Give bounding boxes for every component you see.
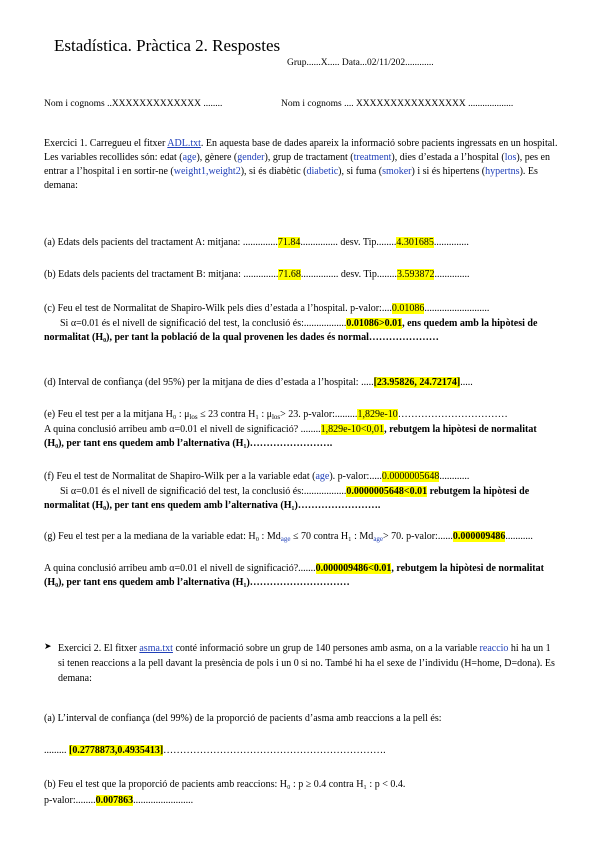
question-d: (d) Interval de confiança (del 95%) per la mitjana de dies d’estada a l’hospital: .....[23.95826, 24.72174]..... <box>44 377 473 388</box>
answer-conclusion-g: 0.000009486<0.01 <box>315 563 392 574</box>
question-2b-answer: p-valor:........0.007863........................ <box>44 795 194 806</box>
answer-mean-b: 71.68 <box>278 269 301 280</box>
var-los: los <box>504 152 517 163</box>
name-2: Nom i cognoms .... XXXXXXXXXXXXXXXX ................... <box>281 99 514 109</box>
var-age: age <box>182 152 197 163</box>
answer-sd-a: 4.301685 <box>396 237 434 248</box>
answer-pvalue-2b: 0.007863 <box>95 795 134 806</box>
question-b: (b) Edats dels pacients del tractament B: mitjana: ..............71.68............... desv. Tip........3.593872.............. <box>44 269 470 280</box>
var-hypertns: hypertns <box>485 166 520 177</box>
names-line <box>44 99 564 109</box>
answer-conclusion-f: 0.0000005648<0.01 <box>346 486 428 497</box>
exercise-1-intro: Exercici 1. Carregueu el fitxer ADL.txt. En aquesta base de dades apareix la informació sobre pacients ingressats en un hospital. Les variables recollides són: edat (age), gènere (gender), grup de tractament (treatment), dies d’estada a l’hospital (los), pes en entrar a l’hospital i en sortir-ne (weight1,weight2), si és diabètic (diabetic), si fuma (smoker) i si és hipertens (hypertns). Es demana: <box>44 138 558 191</box>
page-title: Estadística. Pràctica 2. Respostes <box>54 36 281 55</box>
question-2a-answer: ......... [0.2778873,0.4935413]…………………………………………………………. <box>44 745 386 756</box>
arrow-bullet-icon: ➤ <box>44 641 52 651</box>
answer-conclusion-e: 1,829e-10<0,01 <box>320 424 385 435</box>
file-link-adl[interactable]: ADL.txt <box>167 138 201 149</box>
question-a: (a) Edats dels pacients del tractament A: mitjana: ..............71.84............... desv. Tip........4.301685.............. <box>44 237 469 248</box>
question-2b: (b) Feu el test que la proporció de pacients amb reaccions: H₀ : p ≥ 0.4 contra H₁ : p < 0.4. <box>44 779 406 790</box>
question-e: (e) Feu el test per a la mitjana H₀ : $\mu_{los} \le 23$ contra H₁ : $\mu_{los}> 23$. p-valor:.........1,829e-10…………………………… <box>44 409 508 421</box>
answer-pvalue-f: 0.0000005648 <box>381 471 440 482</box>
answer-pvalue-g: 0.000009486 <box>452 531 506 542</box>
answer-sd-b: 3.593872 <box>396 269 435 280</box>
question-c-conclusion: Si α=0.01 és el nivell de significació del test, la conclusió és:.................0.01086>0.01, ens quedem amb la hipòtesi de normalitat (H₀), per tant la població de la qual provenen les dades és normal………………… <box>44 318 538 343</box>
answer-mean-a: 71.84 <box>277 237 301 248</box>
var-smoker: smoker <box>382 166 412 177</box>
file-link-asma[interactable]: asma.txt <box>139 643 173 654</box>
var-age-f: age <box>315 471 330 482</box>
answer-conclusion-c: 0.01086>0.01 <box>346 318 403 329</box>
group-date-line: Grup......X..... Data...02/11/202............ <box>287 58 434 68</box>
var-weight: weight1,weight2 <box>173 166 241 177</box>
question-f-conclusion: Si α=0.01 és el nivell de significació del test, la conclusió és:.................0.0000005648<0.01 rebutgem la hipòtesi de normalitat (H₀), per tant ens quedem amb l’alternativa (H₁)……………………. <box>44 486 530 511</box>
var-treatment: treatment <box>353 152 392 163</box>
question-g-conclusion: A quina conclusió arribeu amb α=0.01 el nivell de significació?.......0.000009486<0.01, rebutgem la hipòtesi de normalitat (H₀), per tant ens quedem amb l’alternativa (H₁)………………………… <box>44 563 544 588</box>
question-g: (g) Feu el test per a la mediana de la variable edat: H₀ : $Md_{age} \le 70$ contra H₁ : $Md_{age}> 70$. p-valor:......0.000009486........... <box>44 531 533 543</box>
question-f: (f) Feu el test de Normalitat de Shapiro-Wilk per a la variable edat (age). p-valor:.....0.0000005648............ <box>44 471 470 482</box>
question-e-conclusion: A quina conclusió arribeu amb α=0.01 el nivell de significació? ........1,829e-10<0,01, rebutgem la hipòtesi de normalitat (H₀), per tant ens quedem amb l’alternativa (H₁)……………………. <box>44 424 537 449</box>
question-2a: (a) L’interval de confiança (del 99%) de la proporció de pacients d’asma amb reaccions a la pell és: <box>44 713 442 724</box>
answer-pvalue-e: 1,829e-10 <box>357 409 398 420</box>
answer-ci-d: [23.95826, 24.72174] <box>373 377 461 388</box>
var-gender: gender <box>237 152 265 163</box>
name-1: Nom i cognoms ..XXXXXXXXXXXXX ........ <box>44 99 223 109</box>
var-diabetic: diabetic <box>306 166 339 177</box>
var-reaccio: reaccio <box>479 643 509 654</box>
answer-ci-2a: [0.2778873,0.4935413] <box>69 745 164 756</box>
answer-pvalue-c: 0.01086 <box>391 303 425 314</box>
exercise-2-intro: Exercici 2. El fitxer asma.txt conté informació sobre un grup de 140 persones amb asma, on a la variable reaccio hi ha un 1 si tenen reaccions a la pell davant la presència de pols i un 0 si no. També hi ha el sexe de l’individu (H=home, D=dona). Es demana: <box>58 643 555 684</box>
question-c: (c) Feu el test de Normalitat de Shapiro-Wilk pels dies d’estada a l’hospital. p-valor:....0.01086.......................... <box>44 303 490 314</box>
